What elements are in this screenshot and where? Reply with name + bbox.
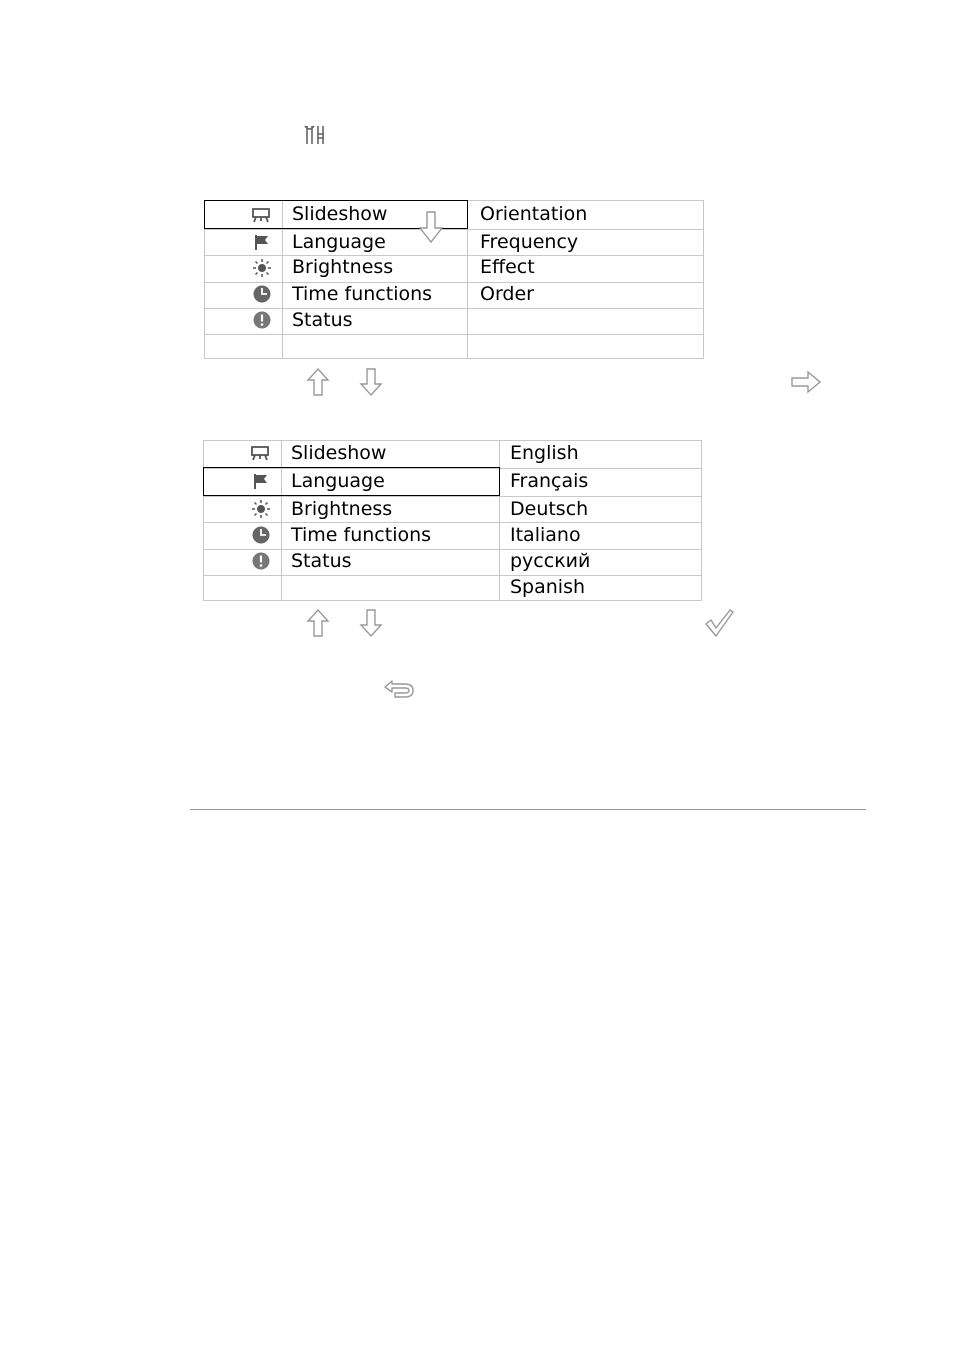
language-option-russian[interactable]: русский (510, 550, 591, 572)
submenu-item-effect[interactable]: Effect (480, 256, 535, 278)
clock-icon (252, 284, 272, 304)
submenu-item-orientation[interactable]: Orientation (480, 203, 588, 225)
language-option-spanish[interactable]: Spanish (510, 576, 586, 598)
divider (190, 809, 866, 810)
language-option-deutsch[interactable]: Deutsch (510, 498, 589, 520)
language-option-italiano[interactable]: Italiano (510, 524, 581, 546)
menu-item-brightness[interactable]: Brightness (292, 256, 394, 278)
menu-item-language[interactable]: Language (291, 470, 385, 492)
settings-menu-panel-2 (203, 440, 702, 601)
menu-item-slideshow[interactable]: Slideshow (292, 203, 388, 225)
back-icon[interactable] (383, 679, 415, 701)
submenu-item-frequency[interactable]: Frequency (480, 231, 579, 253)
info-icon (251, 551, 271, 571)
info-icon (252, 310, 272, 330)
checkmark-icon[interactable] (703, 607, 735, 639)
menu-item-time-functions[interactable]: Time functions (292, 283, 433, 305)
flag-icon (251, 471, 271, 491)
arrow-down-icon[interactable] (359, 367, 383, 397)
sun-icon (251, 499, 271, 519)
menu-item-time-functions[interactable]: Time functions (291, 524, 432, 546)
menu-item-slideshow[interactable]: Slideshow (291, 442, 387, 464)
slideshow-icon (250, 443, 270, 463)
arrow-up-icon[interactable] (306, 367, 330, 397)
slideshow-icon (251, 205, 271, 225)
arrow-down-icon[interactable] (359, 608, 383, 638)
arrow-up-icon[interactable] (306, 608, 330, 638)
arrow-right-icon[interactable] (790, 370, 822, 394)
language-option-english[interactable]: English (510, 442, 579, 464)
menu-item-status[interactable]: Status (292, 309, 353, 331)
menu-item-brightness[interactable]: Brightness (291, 498, 393, 520)
flag-icon (252, 232, 272, 252)
submenu-item-order[interactable]: Order (480, 283, 534, 305)
menu-item-language[interactable]: Language (292, 231, 386, 253)
sun-icon (252, 258, 272, 278)
menu-item-status[interactable]: Status (291, 550, 352, 572)
clock-icon (251, 525, 271, 545)
settings-icon (303, 124, 327, 146)
language-option-francais[interactable]: Français (510, 470, 589, 492)
arrow-down-icon (418, 210, 444, 244)
